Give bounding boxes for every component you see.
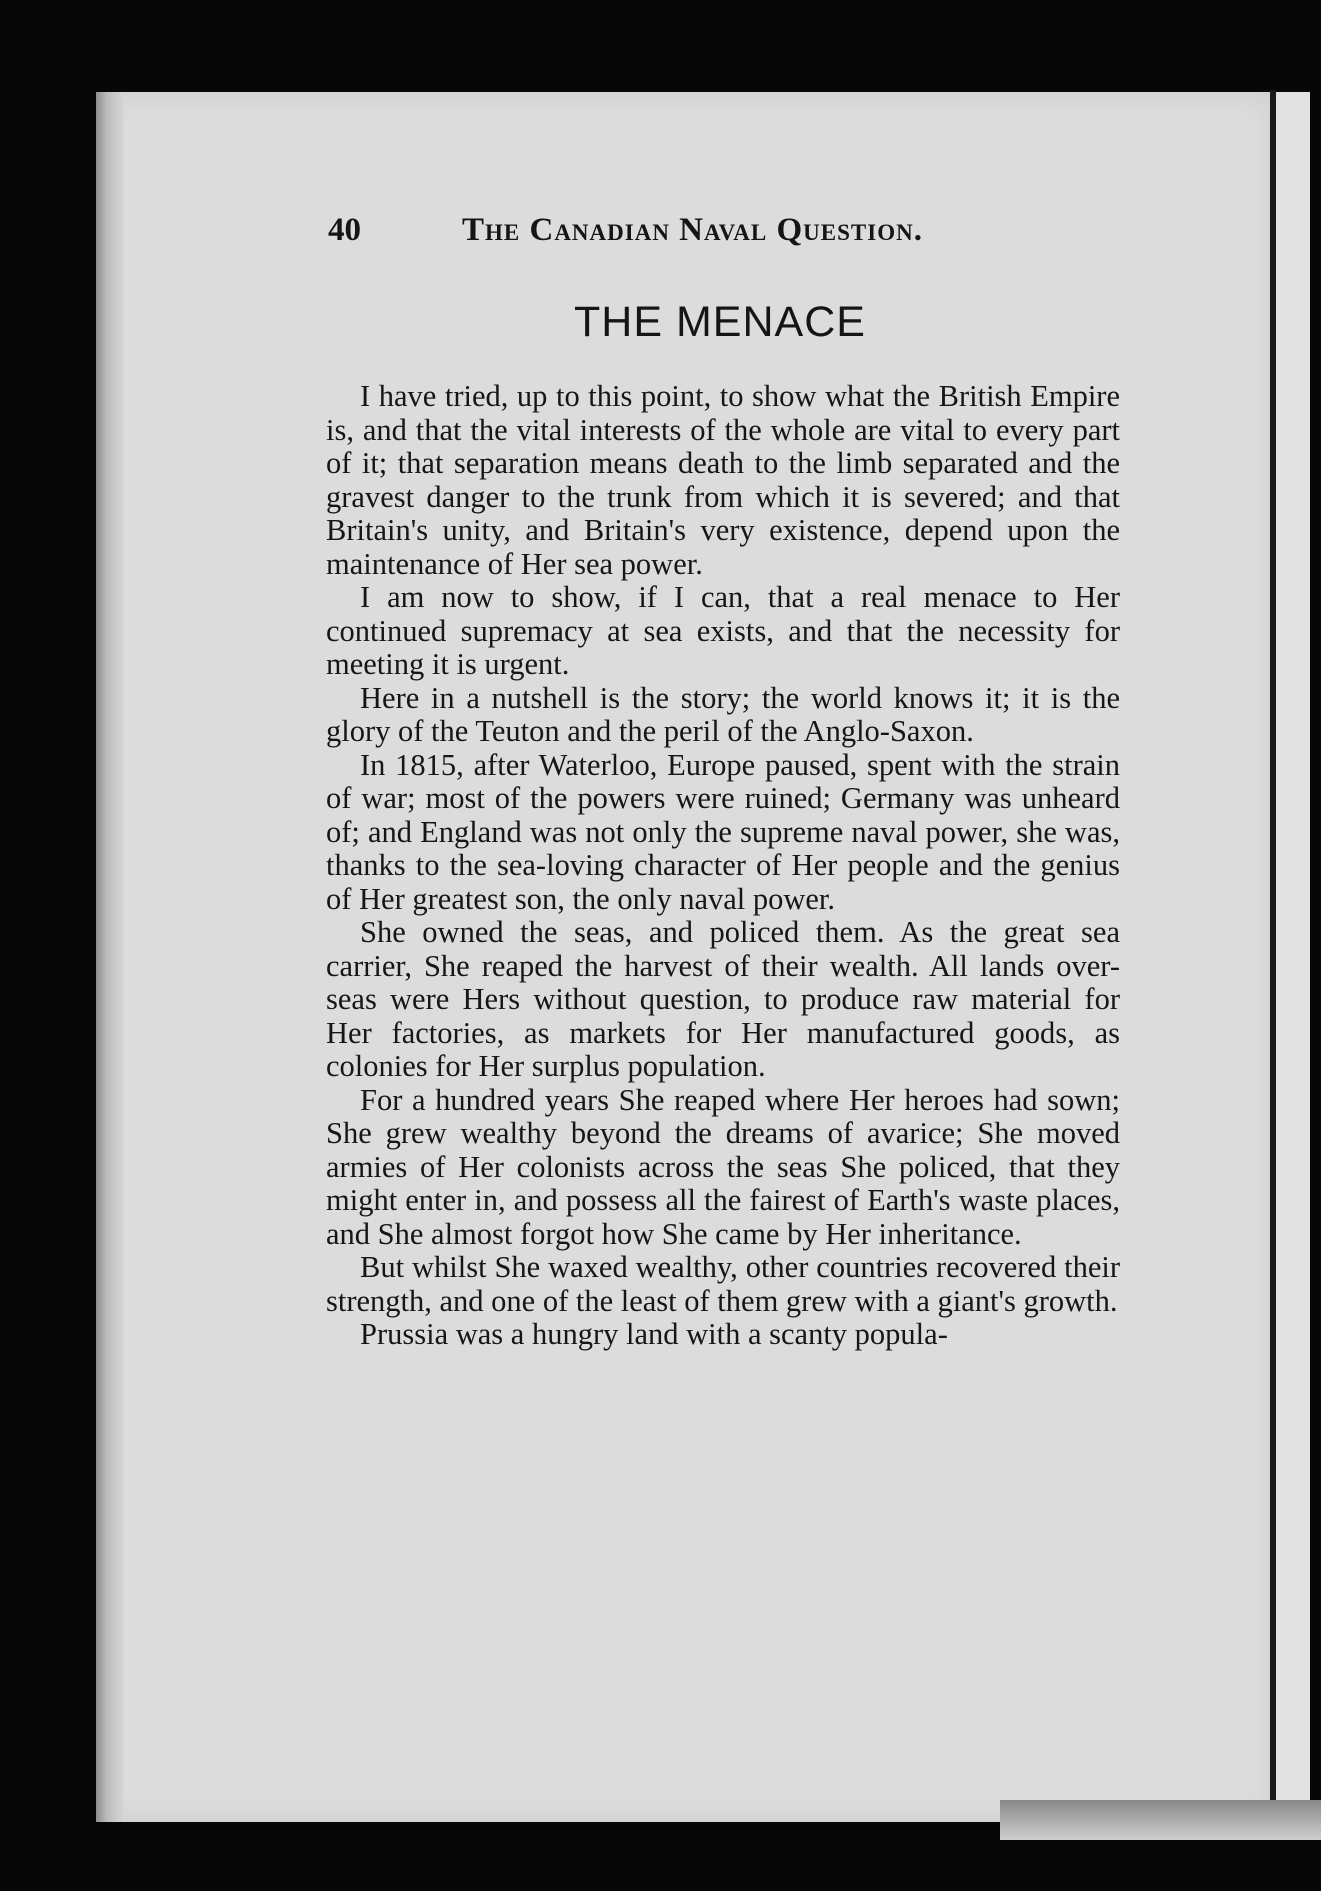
paragraph: Here in a nutshell is the story; the world knows it; it is the glory of the Teuton and the peril of the Anglo-Saxon.: [326, 680, 1120, 748]
body-text: [326, 380, 1120, 1352]
page-number: 40: [328, 212, 361, 248]
paragraph: I have tried, up to this point, to show what the British Empire is, and that the vital interests of the whole are vital to every part of it; that separation means death to the limb separated and the gravest danger to the trunk from which it is severed; and that Britain's unity, and Britain's very existence, depend upon the maintenance of Her sea power.: [326, 379, 1120, 581]
running-head: [328, 212, 1128, 260]
book-title: The Canadian Naval Question.: [462, 212, 923, 248]
paragraph: In 1815, after Waterloo, Europe paused, spent with the strain of war; most of the powers were ruined; Germany was unheard of; and England was not only the supreme naval power, she was, thanks to the sea-loving character of Her people and the genius of Her greatest son, the only naval power.: [326, 747, 1120, 916]
scan-bottom-edge: [1000, 1800, 1321, 1840]
adjacent-page-edge: [1276, 92, 1310, 1822]
paragraph: For a hundred years She reaped where Her heroes had sown; She grew wealthy beyond the dreams of avarice; She moved armies of Her colonists across the seas She policed, that they might enter in, and possess all the fairest of Earth's waste places, and She almost forgot how She came by Her inheritance.: [326, 1082, 1120, 1251]
paragraph: She owned the seas, and policed them. As the great sea carrier, She reaped the harvest of their wealth. All lands over-seas were Hers without question, to produce raw material for Her factories, as markets for Her manufactured goods, as colonies for Her surplus population.: [326, 915, 1120, 1083]
paragraph: But whilst She waxed wealthy, other countries recovered their strength, and one of the least of them grew with a giant's growth.: [326, 1250, 1120, 1318]
page-binding-edge: [96, 92, 124, 1822]
paragraph: I am now to show, if I can, that a real menace to Her continued supremacy at sea exists, and that the necessity for meeting it is urgent.: [326, 580, 1120, 681]
paragraph: Prussia was a hungry land with a scanty popula-: [360, 1317, 948, 1351]
chapter-title: THE MENACE: [574, 298, 866, 346]
